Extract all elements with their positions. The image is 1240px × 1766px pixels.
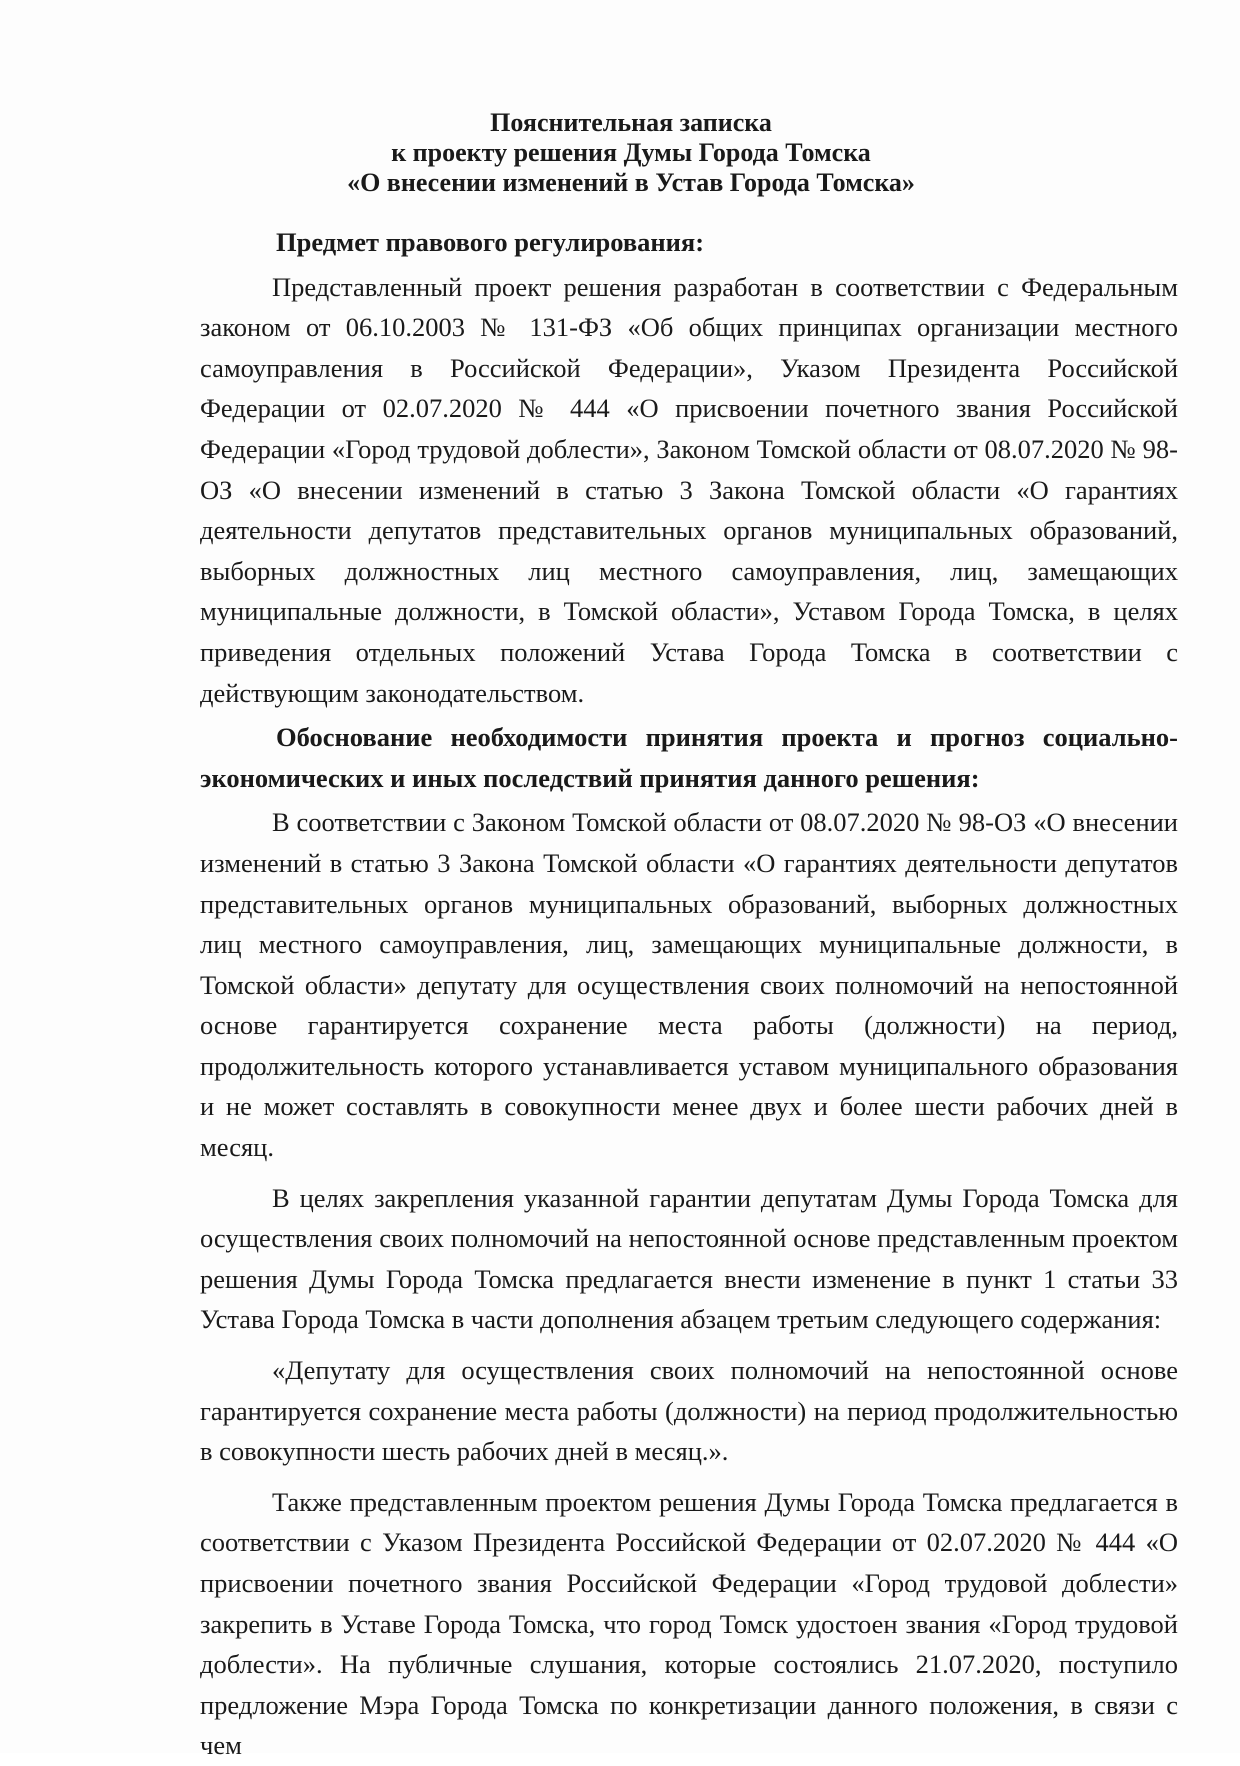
title-line-1: Пояснительная записка bbox=[490, 108, 772, 137]
rationale-paragraph-1: В соответствии с Законом Томской области от 08.07.2020 № 98-ОЗ «О внесении изменений в статью 3 Закона Томской области «О гарантиях деятельности депутатов представительных органов муниципальных образований, выборных должностных лиц местного самоуправления, лиц, замещающих муниципальные должности, в Томской области» депутату для осуществления своих полномочий на непостоянной основе гарантируется сохранение места работы (должности) на период, продолжительность которого устанавливается уставом муниципального образования и не может составлять в совокупности менее двух и более шести рабочих дней в месяц. bbox=[200, 807, 1178, 1163]
title-line-3: «О внесении изменений в Устав Города Томска» bbox=[347, 168, 915, 197]
subject-paragraph: Представленный проект решения разработан в соответствии с Федеральным законом от 06.10.2003 № 131-ФЗ «Об общих принципах организации местного самоуправления в Российской Федерации», Указом Президента Российской Федерации от 02.07.2020 № 444 «О присвоении почетного звания Российской Федерации «Город трудовой доблести», Законом Томской области от 08.07.2020 № 98-ОЗ «О внесении изменений в статью 3 Закона Томской области «О гарантиях деятельности депутатов представительных органов муниципальных образований, выборных должностных лиц местного самоуправления, лиц, замещающих муниципальные должности, в Томской области», Уставом Города Томска, в целях приведения отдельных положений Устава Города Томска в соответствии с действующим законодательством. bbox=[200, 271, 1178, 708]
subject-heading: Предмет правового регулирования: bbox=[276, 227, 705, 257]
quoted-amendment: «Депутату для осуществления своих полномочий на непостоянной основе гарантируется сохранение места работы (должности) на период продолжительностью в совокупности шесть рабочих дней в месяц.». bbox=[200, 1355, 1178, 1467]
rationale-paragraph-4: Также представленным проектом решения Думы Города Томска предлагается в соответствии с Указом Президента Российской Федерации от 02.07.2020 № 444 «О присвоении почетного звания Российской Федерации «Город трудовой доблести» закрепить в Уставе Города Томска, что город Томск удостоен звания «Город трудовой доблести». На публичные слушания, которые состоялись 21.07.2020, поступило предложение Мэра Города Томска по конкретизации данного положения, в связи с чем bbox=[200, 1486, 1178, 1761]
document-body bbox=[200, 222, 1178, 1766]
rationale-paragraph-2: В целях закрепления указанной гарантии депутатам Думы Города Томска для осуществления своих полномочий на непостоянной основе представленным проектом решения Думы Города Томска предлагается внести изменение в пункт 1 статьи 33 Устава Города Томска в части дополнения абзацем третьим следующего содержания: bbox=[200, 1182, 1178, 1335]
document-title bbox=[0, 108, 1240, 198]
title-line-2: к проекту решения Думы Города Томска bbox=[391, 138, 871, 167]
rationale-heading: Обоснование необходимости принятия проекта и прогноз социально-экономических и иных последствий принятия данного решения: bbox=[200, 722, 1178, 793]
